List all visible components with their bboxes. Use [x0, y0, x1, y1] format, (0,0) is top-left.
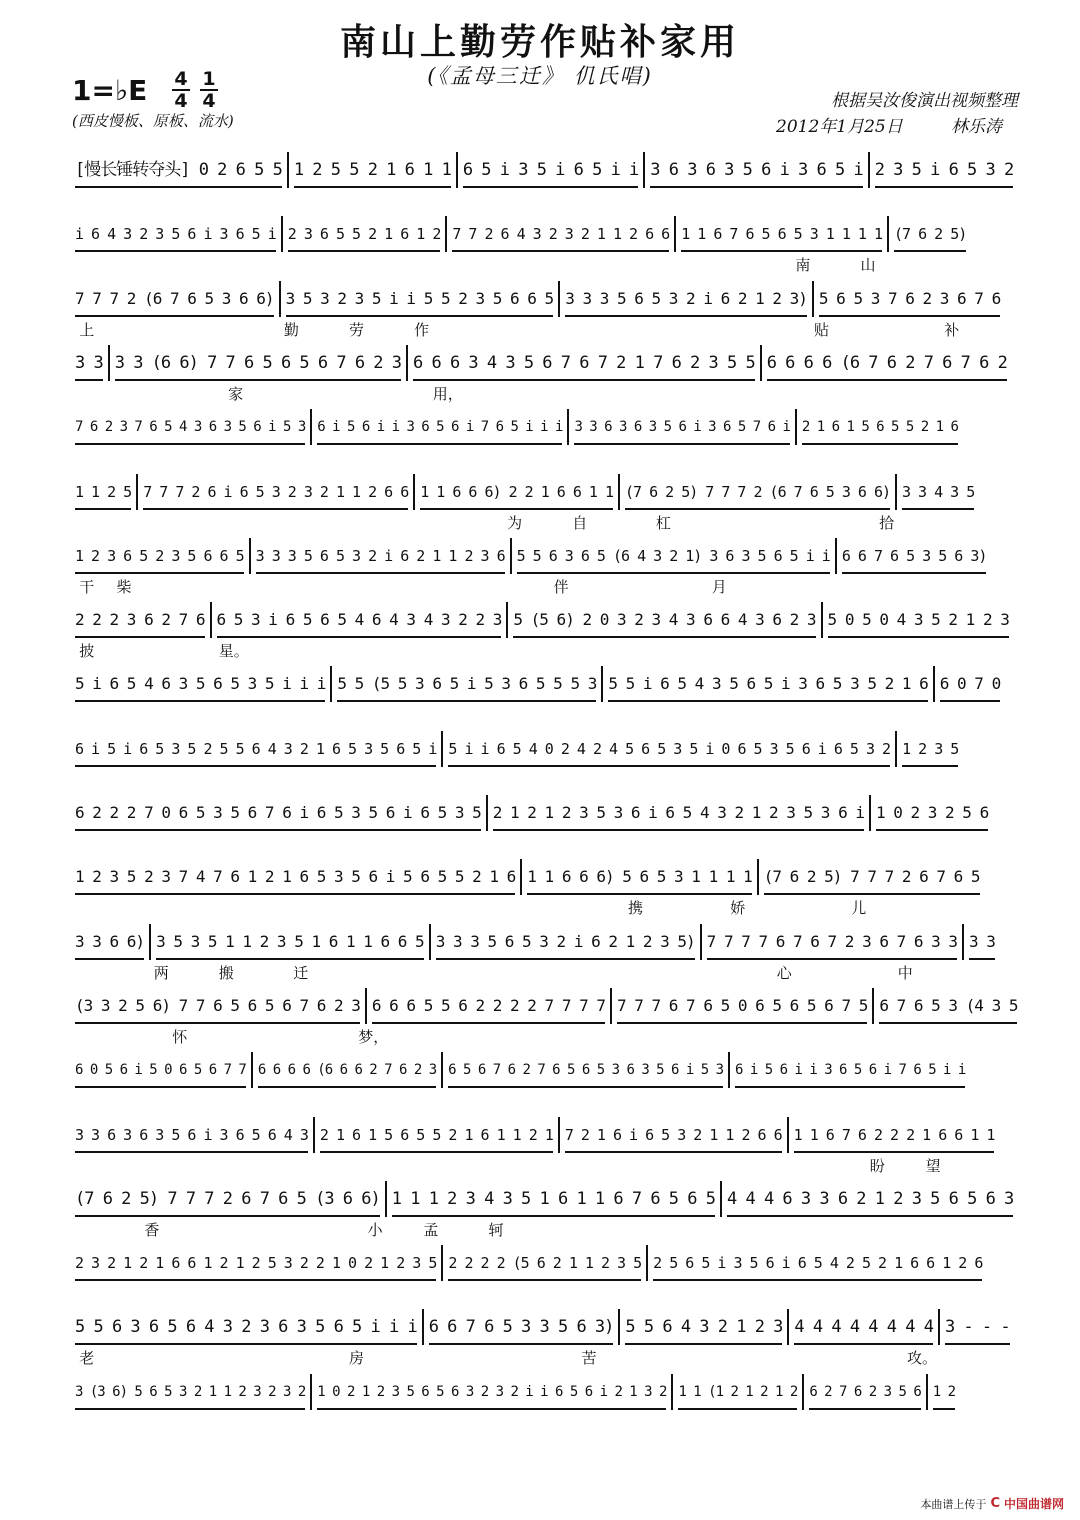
lyrics-line	[70, 190, 1025, 212]
staff-line	[70, 662, 1025, 702]
measure	[387, 1181, 722, 1217]
measure-notes: 6 6 7 6 5 3 5 6 3)	[842, 542, 987, 574]
measure-notes: 4 4 4 6 3 3 6 2 1 2 3 5 6 5 6 3	[727, 1185, 1013, 1217]
measure	[814, 281, 1005, 317]
staff-line	[70, 1241, 1025, 1281]
measure	[569, 409, 796, 445]
measure-notes: 1 0 2 3 2 5 6	[876, 799, 988, 831]
measure-notes: 6 6 6 6 (6 7 6 2 7 6 7 6 2	[767, 349, 1007, 381]
measure	[870, 152, 1019, 188]
measure	[70, 474, 138, 510]
measure-notes: 7 7 7 2 (6 7 6 5 3 6 6)	[75, 285, 274, 317]
measure-notes: 1 2 3 6 5 2 3 5 6 6 5	[75, 542, 244, 574]
measure-notes: 1 1 6 6 6) 5 6 5 3 1 1 1 1	[527, 863, 751, 895]
upload-note: 本曲谱上传于	[920, 1497, 987, 1511]
measure	[110, 345, 408, 381]
measure-notes: 1 0 2 1 2 3 5 6 5 6 3 2 3 2 i i 6 5 6 i 2 1 3 2	[317, 1378, 666, 1410]
lyric-syllable: 攻。	[907, 1349, 938, 1367]
score-title: 南山上勤劳作贴补家用	[339, 21, 740, 63]
score-system	[70, 1113, 1025, 1179]
measure	[332, 666, 603, 702]
measure-notes: (7 6 2 5) 7 7 7 2 6 7 6 5	[764, 863, 980, 895]
measure-notes: 7 7 7 2 6 i 6 5 3 2 3 2 1 1 2 6 6	[143, 478, 408, 510]
lyrics-line	[70, 512, 1025, 534]
measure	[789, 1309, 940, 1345]
staff-line	[70, 212, 1025, 252]
measure	[645, 152, 869, 188]
lyrics-line	[70, 704, 1025, 726]
measure-notes: 3 3 (6 6) 7 7 6 5 6 5 6 7 6 2 3	[115, 349, 401, 381]
measure-notes: 2 5 6 5 i 3 5 6 i 6 5 4 2 5 2 1 6 6 1 2 6	[653, 1249, 982, 1281]
lyric-syllable: 望	[925, 1157, 941, 1175]
lyric-syllable: 携	[628, 899, 644, 917]
measure	[560, 1117, 789, 1153]
score-system	[70, 341, 1025, 407]
measure-notes: 1 1 (1 2 1 2 1 2	[678, 1378, 797, 1410]
measure-notes: (7 6 2 5) 7 7 7 2 6 7 6 5 (3 6 6)	[75, 1185, 380, 1217]
measure	[70, 152, 289, 188]
measure	[759, 859, 985, 895]
measure	[415, 474, 620, 510]
measure-notes: 6 2 2 2 7 0 6 5 3 5 6 7 6 i 6 5 3 5 6 i 6 5 3 5	[75, 799, 481, 831]
score-system	[70, 1241, 1025, 1307]
measure	[928, 1374, 960, 1410]
lyrics-line	[70, 1219, 1025, 1241]
lyric-syllable: 两	[153, 964, 169, 982]
measure-notes: 1 1 6 7 6 5 6 5 3 1 1 1 1	[681, 220, 882, 252]
lyric-syllable: 星。	[218, 642, 249, 660]
staff-line	[70, 1177, 1025, 1217]
measure-notes: 3 6 3 6 3 5 6 i 3 6 5 i	[650, 156, 862, 188]
measure-notes: 2 3 5 i 6 5 3 2	[875, 156, 1014, 188]
measure	[443, 1245, 648, 1281]
score-system	[70, 727, 1025, 793]
lyric-syllable: 贴	[814, 321, 830, 339]
measure	[70, 1309, 424, 1345]
measure	[673, 1374, 804, 1410]
measure-notes: 6 6 6 3 4 3 5 6 7 6 7 2 1 7 6 2 3 5 5	[413, 349, 755, 381]
measure-notes: [慢长锤转夺头] 0 2 6 5 5	[75, 156, 282, 188]
measure-notes: 1 2 3 5 2 3 7 4 7 6 1 2 1 6 5 3 5 6 i 5 6 5 5 2 1 6	[75, 863, 515, 895]
measure	[508, 602, 822, 638]
date: 2012年1月25日	[776, 117, 903, 137]
footer	[920, 1495, 1064, 1512]
measure	[70, 281, 281, 317]
measure-notes: i 6 4 3 2 3 5 6 i 3 6 5 i	[75, 220, 276, 252]
measure	[940, 1309, 1015, 1345]
measure	[70, 731, 443, 767]
measure-notes: 5 i i 6 5 4 0 2 4 2 4 5 6 5 3 5 i 0 6 5 3 5 6 i 6 5 3 2	[448, 735, 890, 767]
staff-line	[70, 920, 1025, 960]
lyric-syllable: 苦	[581, 1349, 597, 1367]
measure-notes: 6 6 7 6 5 3 3 5 6 3)	[429, 1313, 614, 1345]
measure	[935, 666, 1005, 702]
score-system	[70, 212, 1025, 278]
lyrics-line	[70, 640, 1025, 662]
lyric-syllable: 披	[79, 642, 95, 660]
lyric-syllable: 上	[79, 321, 95, 339]
lyric-syllable: 拾	[879, 514, 895, 532]
staff-line	[70, 598, 1025, 638]
measure	[70, 795, 488, 831]
staff-line	[70, 984, 1025, 1024]
measure	[797, 409, 963, 445]
measure-notes: 4 4 4 4 4 4 4 4	[794, 1313, 933, 1345]
measure	[138, 474, 415, 510]
measure	[431, 924, 702, 960]
score-system	[70, 1305, 1025, 1371]
measure	[289, 152, 458, 188]
lyric-syllable: 为	[507, 514, 523, 532]
score-system	[70, 405, 1025, 471]
score-system	[70, 598, 1025, 664]
lyric-syllable: 怀	[172, 1028, 188, 1046]
score-system	[70, 984, 1025, 1050]
measure-notes: 2 3 2 1 2 1 6 6 1 2 1 2 5 3 2 2 1 0 2 1 2 3 5	[75, 1249, 436, 1281]
staff-line	[70, 791, 1025, 831]
measure-notes: 5 i 6 5 4 6 3 5 6 5 3 5 i i i	[75, 670, 325, 702]
lyrics-line	[70, 962, 1025, 984]
lyric-syllable: 勤	[283, 321, 299, 339]
site-name: 中国曲谱网	[1003, 1497, 1064, 1511]
lyric-syllable: 中	[897, 964, 913, 982]
measure	[443, 731, 897, 767]
measure	[70, 1181, 387, 1217]
lyrics-line	[70, 447, 1025, 469]
measure	[70, 1052, 253, 1088]
measure-notes: 2 2 2 2 (5 6 2 1 1 2 3 5	[448, 1249, 641, 1281]
measure	[676, 216, 889, 252]
measure-notes: 6 i 5 6 i i 3 6 5 6 i 7 6 5 i i i	[317, 413, 562, 445]
measure	[251, 538, 512, 574]
measure-notes: 3 3 6 6)	[75, 928, 144, 960]
score-system	[70, 1177, 1025, 1243]
lyric-syllable: 干	[79, 578, 95, 596]
measure	[367, 988, 612, 1024]
staff-line	[70, 405, 1025, 445]
measure-notes: 6 5 6 7 6 2 7 6 5 6 5 3 6 3 5 6 i 5 3	[448, 1056, 723, 1088]
lyric-syllable: 杠	[655, 514, 671, 532]
site-logo-icon: C	[990, 1496, 1000, 1511]
measure-notes: 3 3 3 5 6 5 3 2 i 6 2 1 2 3 5)	[436, 928, 695, 960]
lyrics-line	[70, 576, 1025, 598]
measure	[70, 538, 251, 574]
lyric-syllable: 房	[349, 1349, 365, 1367]
measure	[70, 602, 212, 638]
lyric-syllable: 小	[367, 1221, 383, 1239]
lyric-syllable: 儿	[851, 899, 867, 917]
lyrics-line	[70, 254, 1025, 276]
measure	[804, 1374, 927, 1410]
lyrics-line	[70, 1155, 1025, 1177]
measure	[730, 1052, 970, 1088]
measure	[70, 409, 312, 445]
measure	[447, 216, 676, 252]
measure-notes: 6 7 6 5 3 (4 3 5	[879, 992, 1017, 1024]
score-system	[70, 277, 1025, 343]
measure	[603, 666, 934, 702]
measure-notes: 1 1 6 7 6 2 2 2 1 6 6 1 1	[794, 1121, 995, 1153]
measure	[70, 345, 110, 381]
lyric-syllable: 柴	[116, 578, 132, 596]
measure-notes: 6 0 5 6 i 5 0 6 5 6 7 7	[75, 1056, 246, 1088]
lyric-syllable: 用，	[432, 385, 463, 403]
lyric-syllable: 轲	[488, 1221, 504, 1239]
staff-line	[70, 534, 1025, 574]
lyric-syllable: 迁	[293, 964, 309, 982]
measure-notes: 3 3	[969, 928, 995, 960]
measure-notes: 3 3 3 5 6 5 3 2 i 6 2 1 2 3)	[565, 285, 807, 317]
measure	[837, 538, 992, 574]
measure-notes: (3 3 2 5 6) 7 7 6 5 6 5 6 7 6 2 3	[75, 992, 360, 1024]
lyric-syllable: 作	[414, 321, 430, 339]
measure	[889, 216, 971, 252]
measure	[897, 474, 979, 510]
score-subtitle: (《孟母三迁》 仉氏唱)	[427, 64, 653, 88]
key-signature: 1=♭E	[72, 74, 148, 107]
measure-notes: 7 7 7 7 6 7 6 7 2 3 6 7 6 3 3	[707, 928, 957, 960]
time-signature-1: $\frac{4}{4}$	[172, 70, 190, 110]
lyric-syllable: 心	[776, 964, 792, 982]
measure-notes: 5 0 5 0 4 3 5 2 1 2 3	[828, 606, 1009, 638]
lyric-syllable: 月	[711, 578, 727, 596]
time-signatures	[172, 70, 218, 110]
measure	[315, 1117, 560, 1153]
lyric-syllable: 香	[144, 1221, 160, 1239]
measure-notes: 2 1 6 1 5 6 5 5 2 1 6	[802, 413, 958, 445]
time-signature-2: $\frac{1}{4}$	[200, 70, 218, 110]
staff-line	[70, 1048, 1025, 1088]
measure-notes: 3 3	[75, 349, 103, 381]
measure-notes: 3 (3 6) 5 6 5 3 2 1 1 2 3 2 3 2	[75, 1378, 305, 1410]
measure	[620, 474, 897, 510]
measure-notes: 6 6 6 5 5 6 2 2 2 2 7 7 7 7	[372, 992, 605, 1024]
measure	[871, 795, 993, 831]
measure	[70, 924, 151, 960]
measure-notes: 6 i 5 i 6 5 3 5 2 5 5 6 4 3 2 1 6 5 3 5 6 5 i	[75, 735, 436, 767]
measure-notes: 3 3 3 5 6 5 3 2 i 6 2 1 1 2 3 6	[256, 542, 505, 574]
lyric-syllable: 家	[228, 385, 244, 403]
measure	[151, 924, 431, 960]
score-system	[70, 791, 1025, 857]
measure	[70, 1117, 315, 1153]
measure	[312, 1374, 673, 1410]
staff-line	[70, 727, 1025, 767]
score-system	[70, 1048, 1025, 1114]
score-system	[70, 662, 1025, 728]
measure	[408, 345, 762, 381]
measure-notes: 3 3 4 3 5	[902, 478, 974, 510]
staff-line	[70, 1113, 1025, 1153]
measure	[612, 988, 874, 1024]
staff-line	[70, 1370, 1025, 1410]
tempo-note: (西皮慢板、原板、流水)	[72, 112, 234, 130]
lyric-syllable: 盼	[869, 1157, 885, 1175]
measure-notes: 3 3 6 3 6 3 5 6 i 3 6 5 7 6 i	[574, 413, 789, 445]
measure	[212, 602, 509, 638]
measure-notes: (7 6 2 5)	[894, 220, 966, 252]
staff-line	[70, 277, 1025, 317]
lyric-syllable: 山	[860, 256, 876, 274]
measure	[823, 602, 1014, 638]
measure	[488, 795, 871, 831]
measure-notes: 6 i 5 6 i i 3 6 5 6 i 7 6 5 i i	[735, 1056, 965, 1088]
staff-line	[70, 341, 1025, 381]
lyrics-line	[70, 1347, 1025, 1369]
measure-notes: 3 3 6 3 6 3 5 6 i 3 6 5 6 4 3	[75, 1121, 308, 1153]
measure-notes: 6 5 i 3 5 i 6 5 i i	[463, 156, 638, 188]
lyrics-line	[70, 1412, 1025, 1434]
measure	[312, 409, 569, 445]
measure	[789, 1117, 1000, 1153]
transcriber: 林乐涛	[951, 117, 1002, 137]
staff-line	[70, 148, 1025, 188]
lyric-syllable: 老	[79, 1349, 95, 1367]
lyrics-line	[70, 319, 1025, 341]
lyrics-line	[70, 383, 1025, 405]
lyric-syllable: 伴	[553, 578, 569, 596]
measure	[897, 731, 963, 767]
lyrics-line	[70, 897, 1025, 919]
measure-notes: 6 0 7 0	[940, 670, 1000, 702]
measure-notes: 6 6 6 6 (6 6 6 2 7 6 2 3	[258, 1056, 436, 1088]
lyric-syllable: 梦，	[358, 1028, 389, 1046]
score-system	[70, 1370, 1025, 1436]
staff-line	[70, 1305, 1025, 1345]
measure	[620, 1309, 789, 1345]
measure-notes: (7 6 2 5) 7 7 7 2 (6 7 6 5 3 6 6)	[625, 478, 890, 510]
measure	[522, 859, 758, 895]
lyric-syllable: 补	[944, 321, 960, 339]
measure	[253, 1052, 443, 1088]
measure	[702, 924, 964, 960]
measure	[874, 988, 1022, 1024]
measure	[70, 1245, 443, 1281]
measure	[70, 859, 522, 895]
lyrics-line	[70, 1026, 1025, 1048]
lyric-syllable: 孟	[423, 1221, 439, 1239]
measure-notes: 2 1 2 1 2 3 5 3 6 i 6 5 4 3 2 1 2 3 5 3 6 i	[493, 799, 864, 831]
lyrics-line	[70, 1090, 1025, 1112]
measure	[70, 1374, 312, 1410]
score-system	[70, 920, 1025, 986]
measure-notes: 1 1 2 5	[75, 478, 131, 510]
lyrics-line	[70, 769, 1025, 791]
measure-notes: 2 2 2 3 6 2 7 6	[75, 606, 205, 638]
measure-notes: 7 2 1 6 i 6 5 3 2 1 1 2 6 6	[565, 1121, 782, 1153]
measure-notes: 1 2 3 5	[902, 735, 958, 767]
measure	[70, 988, 367, 1024]
measure-notes: 1 2 5 5 2 1 6 1 1	[294, 156, 451, 188]
lyric-syllable: 劳	[349, 321, 365, 339]
measure	[70, 216, 283, 252]
score-system	[70, 855, 1025, 921]
staff-line	[70, 855, 1025, 895]
lyrics-line	[70, 833, 1025, 855]
measure-notes: 2 1 6 1 5 6 5 5 2 1 6 1 1 2 1	[320, 1121, 553, 1153]
measure-notes: 1 1 6 6 6) 2 2 1 6 6 1 1	[420, 478, 613, 510]
measure-notes: 6 2 7 6 2 3 5 6	[809, 1378, 920, 1410]
measure-notes: 1 1 1 2 3 4 3 5 1 6 1 1 6 7 6 5 6 5	[392, 1185, 715, 1217]
measure	[424, 1309, 621, 1345]
measure	[648, 1245, 987, 1281]
measure-notes: 1 2	[933, 1378, 955, 1410]
measure-notes: 3 - - -	[945, 1313, 1010, 1345]
measure	[443, 1052, 730, 1088]
score-system	[70, 534, 1025, 600]
measure	[283, 216, 448, 252]
measure-notes: 6 5 3 i 6 5 6 5 4 6 4 3 4 3 2 2 3	[217, 606, 502, 638]
lyric-syllable: 娇	[730, 899, 746, 917]
measure	[722, 1181, 1018, 1217]
measure-notes: 5 5 6 4 3 2 1 2 3	[625, 1313, 782, 1345]
score-system	[70, 148, 1025, 214]
measure-notes: 5 6 5 3 7 6 2 3 6 7 6	[819, 285, 1000, 317]
staff-line	[70, 470, 1025, 510]
score-system	[70, 470, 1025, 536]
measure-notes: 3 5 3 5 1 1 2 3 5 1 6 1 1 6 6 5	[156, 928, 424, 960]
measure	[458, 152, 645, 188]
measure-notes: 7 7 7 6 7 6 5 0 6 5 6 5 6 7 5	[617, 992, 867, 1024]
lyric-syllable: 南	[795, 256, 811, 274]
measure	[281, 281, 561, 317]
lyric-syllable: 搬	[218, 964, 234, 982]
arranger-note: 根据吴汝俊演出视频整理	[831, 91, 1018, 111]
lyrics-line	[70, 1283, 1025, 1305]
measure-notes: 7 6 2 3 7 6 5 4 3 6 3 5 6 i 5 3	[75, 413, 305, 445]
measure-notes: 5 5 6 3 6 5 (6 4 3 2 1) 3 6 3 5 6 5 i i	[517, 542, 830, 574]
measure	[560, 281, 814, 317]
measure-notes: 5 5 6 3 6 5 6 4 3 2 3 6 3 5 6 5 i i i	[75, 1313, 417, 1345]
measure-notes: 2 3 6 5 5 2 1 6 1 2	[288, 220, 441, 252]
measure-notes: 5 (5 6) 2 0 3 2 3 4 3 6 6 4 3 6 2 3	[513, 606, 815, 638]
measure	[70, 666, 332, 702]
measure-notes: 5 5 (5 5 3 6 5 i 5 3 6 5 5 5 3	[337, 670, 596, 702]
measure-notes: 5 5 i 6 5 4 3 5 6 5 i 3 6 5 3 5 2 1 6	[608, 670, 927, 702]
measure-notes: 7 7 2 6 4 3 2 3 2 1 1 2 6 6	[452, 220, 669, 252]
measure	[762, 345, 1012, 381]
measure-notes: 3 5 3 2 3 5 i i 5 5 2 3 5 6 6 5	[286, 285, 554, 317]
lyric-syllable: 自	[572, 514, 588, 532]
measure	[512, 538, 837, 574]
measure	[964, 924, 1000, 960]
